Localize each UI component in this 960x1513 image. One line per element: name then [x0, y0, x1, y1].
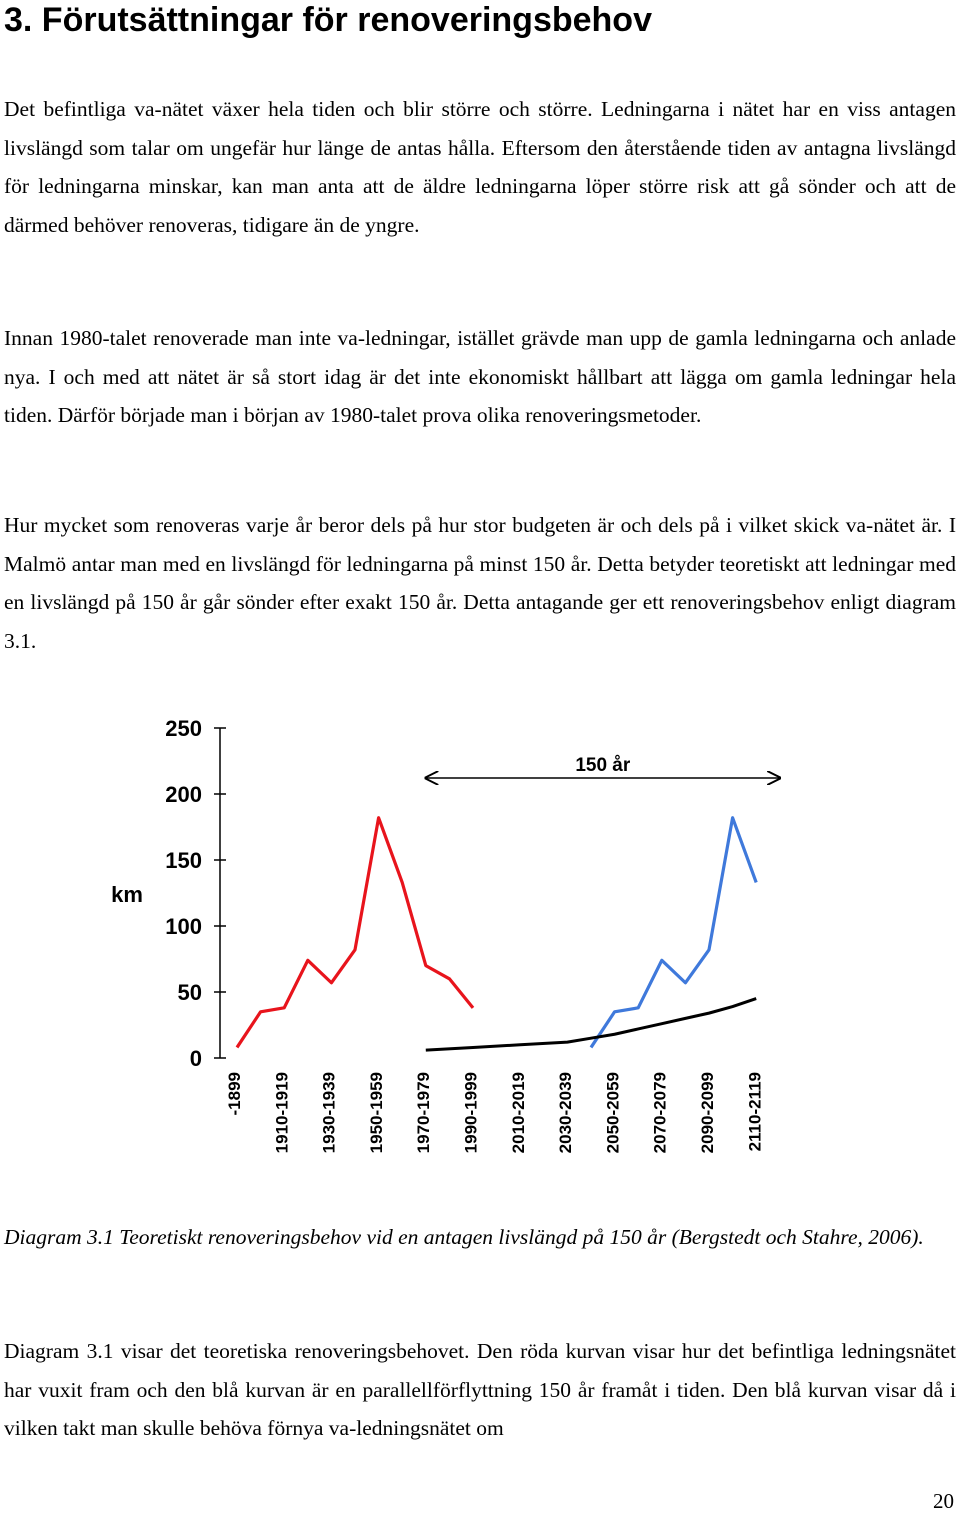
page-number: 20 — [933, 1489, 954, 1513]
paragraph-3: Hur mycket som renoveras varje år beror dels på hur stor budgeten är och dels på i vilket skick va-nätet är. I Malmö antar man med en livslängd för ledningarna på minst 150 år. Detta betyder teoretiskt att ledningar med en livslängd på 150 år går sönder efter exakt 150 år. Detta antagande ger ett renoveringsbehov enligt diagram 3.1. — [4, 513, 956, 653]
x-tick-label: 1990-1999 — [461, 1072, 481, 1154]
section-heading: 3. Förutsättningar för renoveringsbehov — [4, 1, 652, 39]
x-tick-label: 1970-1979 — [414, 1072, 434, 1154]
x-tick-label: 1950-1959 — [366, 1072, 386, 1154]
span-annotation: 150 år — [575, 755, 631, 776]
x-tick-label: 2110-2119 — [745, 1072, 765, 1152]
x-tick-label: 2070-2079 — [650, 1072, 670, 1154]
paragraph-1: Det befintliga va-nätet växer hela tiden och blir större och större. Ledningarna i nätet har en viss antagen livslängd som talar om ungefär hur länge de antas hålla. Eftersom den återstående tiden av antagna livslängd för ledningarna minskar, kan man anta att de äldre ledningarna löper större risk att gå sönder och att de därmed behöver renoveras, tidigare än de yngre. — [4, 97, 956, 237]
y-tick-label: 200 — [165, 782, 202, 807]
series-line-blue — [591, 818, 756, 1048]
x-tick-label: 1930-1939 — [319, 1072, 339, 1154]
series-line-red — [237, 818, 473, 1048]
x-tick-label: 2010-2019 — [508, 1072, 528, 1154]
y-axis-label: km — [111, 882, 143, 907]
y-tick-label: 150 — [165, 848, 202, 873]
x-tick-label: -1899 — [225, 1072, 244, 1116]
y-tick-label: 250 — [165, 716, 202, 741]
x-tick-label: 2050-2059 — [603, 1072, 623, 1154]
renovation-chart — [0, 700, 960, 1180]
x-tick-label: 2090-2099 — [698, 1072, 717, 1154]
paragraph-4: Diagram 3.1 visar det teoretiska renoveringsbehovet. Den röda kurvan visar hur det befintliga ledningsnätet har vuxit fram och den blå kurvan är en parallellförflyttning 150 år framåt i tiden. Den blå kurvan visar då i vilken takt man skulle behöva förnya va-ledningsnätet om — [4, 1339, 956, 1440]
y-tick-label: 100 — [165, 914, 202, 939]
x-tick-label: 1910-1919 — [272, 1072, 292, 1154]
figure-caption: Diagram 3.1 Teoretiskt renoveringsbehov vid en antagen livslängd på 150 år (Bergstedt och Stahre, 2006). — [4, 1225, 924, 1249]
y-tick-label: 50 — [177, 980, 202, 1005]
y-tick-label: 0 — [189, 1046, 202, 1071]
paragraph-2: Innan 1980-talet renoverade man inte va-ledningar, istället grävde man upp de gamla ledningarna och anlade nya. I och med att nätet är så stort idag är det inte ekonomiskt hållbart att lägga om gamla ledningar hela tiden. Därför började man i början av 1980-talet prova olika renoveringsmetoder. — [4, 326, 956, 427]
series-line-black — [426, 999, 756, 1050]
x-tick-label: 2030-2039 — [556, 1072, 576, 1154]
